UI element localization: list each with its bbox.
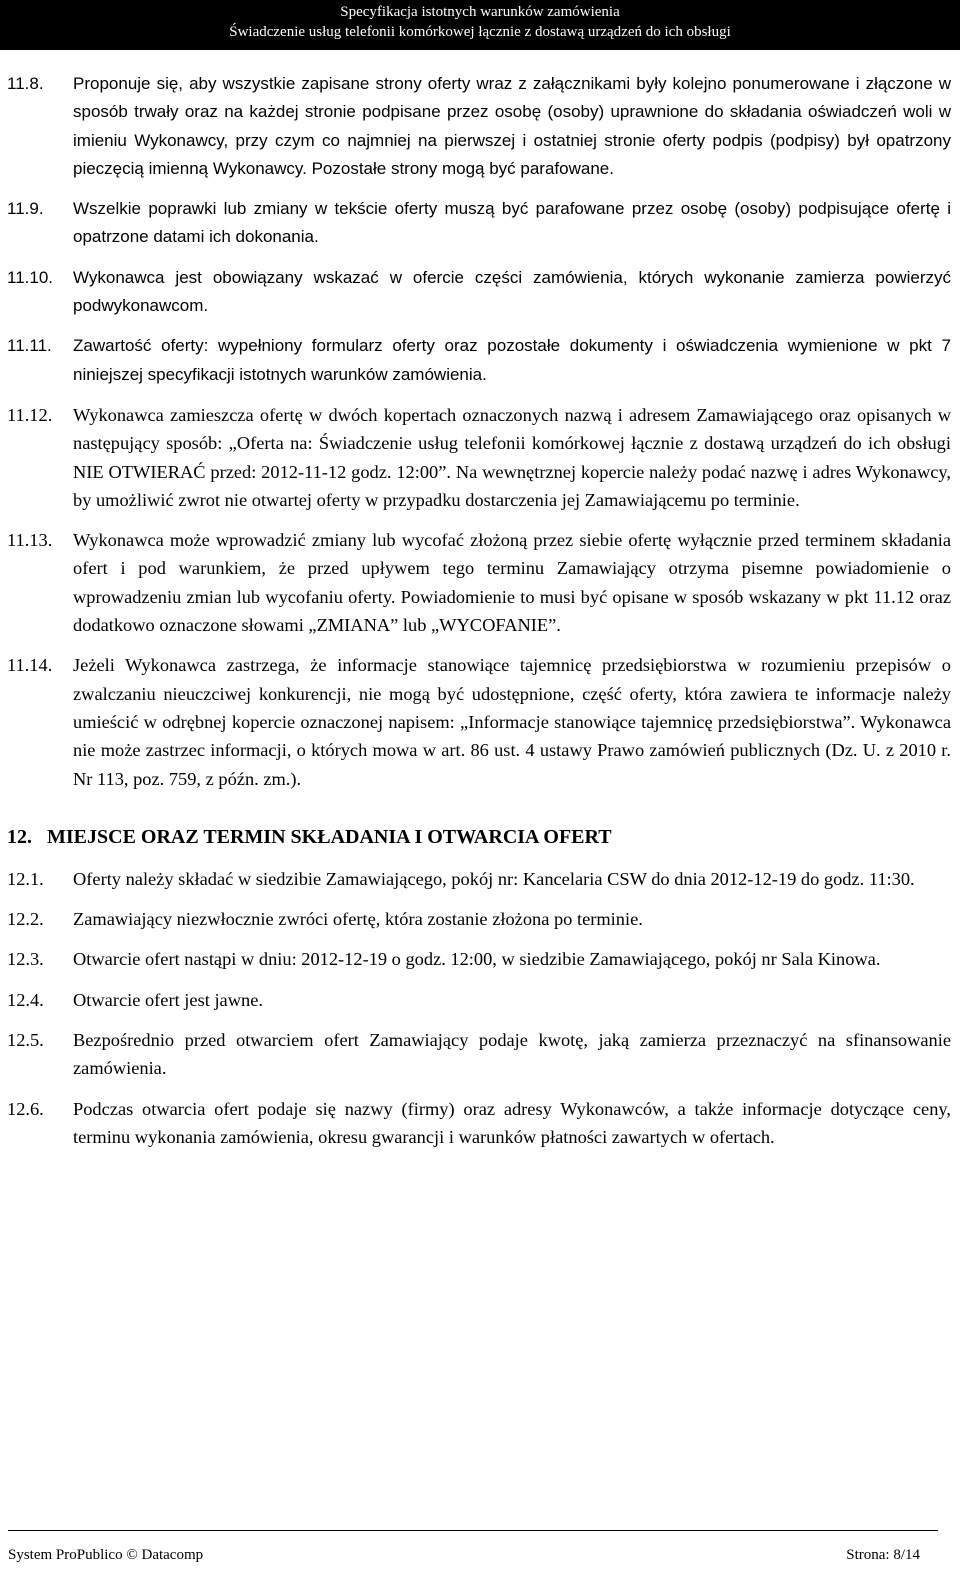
- clause-number: 11.10.: [7, 267, 54, 287]
- page-header: [0, 0, 960, 50]
- clause-text: Proponuje się, aby wszystkie zapisane strony oferty wraz z załącznikami były kolejno ponumerowane i złączone w sposób trwały oraz na każdej stronie podpisane przez osobę (osoby) uprawnione do składania oświadczeń woli w imieniu Wykonawcy, przy czym co najmniej na pierwszej i ostatniej stronie oferty podpis (podpisy) był opatrzony pieczęcią imienną Wykonawcy. Pozostałe strony mogą być parafowane.: [73, 74, 951, 178]
- section-heading: [7, 823, 951, 851]
- clause-text: Podczas otwarcia ofert podaje się nazwy (firmy) oraz adresy Wykonawców, a także informacje dotyczące ceny, terminu wykonania zamówienia, okresu gwarancji i warunków płatności zawartych w ofertach.: [73, 1098, 951, 1147]
- clause-11-10: [7, 264, 951, 321]
- page-number: Strona: 8/14: [846, 1547, 920, 1563]
- clause-number: 12.5.: [7, 1030, 44, 1051]
- section-number: 12.: [7, 825, 32, 848]
- clause-12-5: [7, 1026, 951, 1083]
- clause-11-13: [7, 526, 951, 639]
- clause-12-3: [7, 945, 951, 973]
- clause-number: 12.4.: [7, 989, 44, 1010]
- clause-number: 12.3.: [7, 949, 44, 970]
- footer-divider: [8, 1530, 938, 1531]
- clause-text: Wykonawca jest obowiązany wskazać w ofercie części zamówienia, których wykonanie zamierza powierzyć podwykonawcom.: [73, 267, 951, 316]
- clause-number: 11.8.: [7, 74, 44, 93]
- clause-11-9: [7, 195, 951, 252]
- clause-text: Wszelkie poprawki lub zmiany w tekście oferty muszą być parafowane przez osobę (osoby) podpisujące ofertę i opatrzone datami ich dokonania.: [73, 199, 951, 247]
- clause-text: Zamawiający niezwłocznie zwróci ofertę, która zostanie złożona po terminie.: [73, 909, 643, 930]
- clause-text: Oferty należy składać w siedzibie Zamawiającego, pokój nr: Kancelaria CSW do dnia 2012-12-19 do godz. 11:30.: [73, 868, 915, 889]
- clause-text: Zawartość oferty: wypełniony formularz oferty oraz pozostałe dokumenty i oświadczenia wymienione w pkt 7 niniejszej specyfikacji istotnych warunków zamówienia.: [73, 336, 951, 384]
- clause-number: 12.1.: [7, 868, 44, 889]
- clause-number: 11.13.: [7, 530, 53, 551]
- clause-number: 12.2.: [7, 909, 44, 930]
- document-body: [7, 70, 951, 1163]
- page-footer: [8, 1547, 920, 1564]
- clause-text: Wykonawca może wprowadzić zmiany lub wycofać złożoną przez siebie ofertę wyłącznie przed terminem składania ofert i pod warunkiem, że przed upływem tego terminu Zamawiający otrzyma pisemne powiadomienie o wprowadzeniu zmian lub wycofaniu oferty. Powiadomienie to musi być opisane w sposób wskazany w pkt 11.12 oraz dodatkowo oznaczone słowami „ZMIANA” lub „WYCOFANIE”.: [73, 530, 951, 636]
- clause-11-12: [7, 401, 951, 514]
- clause-text: Otwarcie ofert nastąpi w dniu: 2012-12-19 o godz. 12:00, w siedzibie Zamawiającego, pokój nr Sala Kinowa.: [73, 949, 881, 970]
- clause-number: 11.12.: [7, 404, 53, 425]
- clause-12-1: [7, 865, 951, 893]
- clause-11-8: [7, 70, 951, 183]
- clause-number: 11.9.: [7, 199, 44, 219]
- clause-11-11: [7, 332, 951, 389]
- clause-12-4: [7, 986, 951, 1014]
- clause-11-14: [7, 651, 951, 792]
- clause-text: Wykonawca zamieszcza ofertę w dwóch kopertach oznaczonych nazwą i adresem Zamawiającego oraz opisanych w następujący sposób: „Oferta na: Świadczenie usług telefonii komórkowej łącznie z dostawą urządzeń do ich obsługi NIE OTWIERAĆ przed: 2012-11-12 godz. 12:00”. Na wewnętrznej kopercie należy podać nazwę i adres Wykonawcy, by umożliwić zwrot nie otwartej oferty w przypadku dostarczenia jej Zamawiającemu po terminie.: [73, 404, 951, 510]
- clause-text: Bezpośrednio przed otwarciem ofert Zamawiający podaje kwotę, jaką zamierza przeznaczyć na sfinansowanie zamówienia.: [73, 1030, 951, 1079]
- clause-12-6: [7, 1095, 951, 1152]
- section-title: MIEJSCE ORAZ TERMIN SKŁADANIA I OTWARCIA OFERT: [47, 825, 612, 848]
- header-subtitle: Świadczenie usług telefonii komórkowej łącznie z dostawą urządzeń do ich obsługi: [229, 24, 731, 40]
- clause-12-2: [7, 905, 951, 933]
- footer-copyright: System ProPublico © Datacomp: [8, 1547, 204, 1563]
- clause-text: Jeżeli Wykonawca zastrzega, że informacje stanowiące tajemnicę przedsiębiorstwa w rozumieniu przepisów o zwalczaniu nieuczciwej konkurencji, nie mogą być udostępnione, część oferty, która zawiera te informacje należy umieścić w odrębnej kopercie oznaczonej napisem: „Informacje stanowiące tajemnicę przedsiębiorstwa”. Wykonawca nie może zastrzec informacji, o których mowa w art. 86 ust. 4 ustawy Prawo zamówień publicznych (Dz. U. z 2010 r. Nr 113, poz. 759, z późn. zm.).: [73, 655, 951, 789]
- clause-text: Otwarcie ofert jest jawne.: [73, 989, 263, 1010]
- clause-number: 11.11.: [7, 336, 52, 356]
- clause-number: 12.6.: [7, 1098, 44, 1119]
- clause-number: 11.14.: [7, 655, 53, 676]
- header-title: Specyfikacja istotnych warunków zamówienia: [340, 4, 620, 20]
